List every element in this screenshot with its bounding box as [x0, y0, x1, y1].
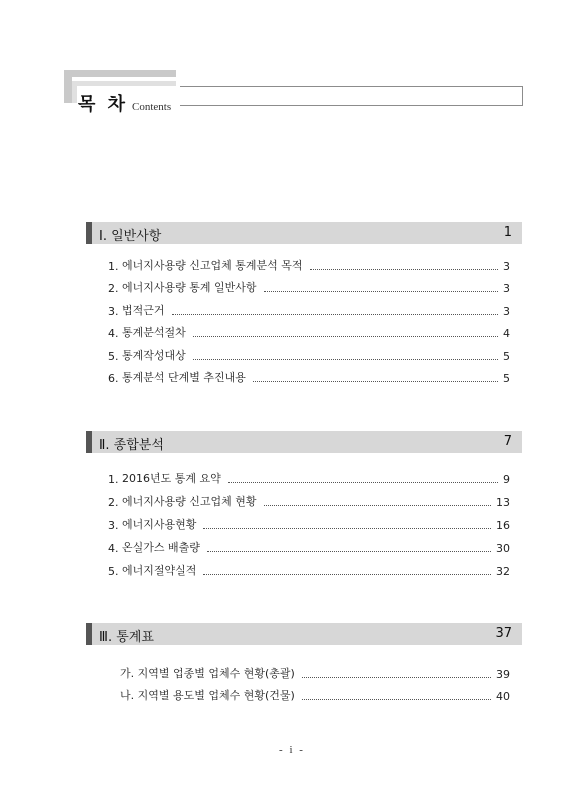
- toc-entry[interactable]: [120, 687, 510, 703]
- entry-title: 에너지사용량 신고업체 현황: [122, 495, 257, 508]
- entry-number: 6.: [108, 372, 119, 385]
- toc-entry[interactable]: [108, 279, 510, 295]
- toc-entry[interactable]: [120, 665, 510, 681]
- toc-section-1: [86, 222, 522, 385]
- section-marker: [86, 431, 92, 453]
- toc-entry[interactable]: [108, 539, 510, 555]
- toc-section-3: [86, 623, 522, 703]
- section-page-number: 7: [503, 434, 512, 449]
- entry-number: 4.: [108, 327, 119, 340]
- entry-number: 4.: [108, 542, 119, 555]
- entry-number: 5.: [108, 350, 119, 363]
- section-marker: [86, 623, 92, 645]
- entry-title: 에너지사용량 신고업체 통계분석 목적: [122, 259, 303, 272]
- entry-page-number: 4: [503, 327, 510, 340]
- title-rule: [180, 86, 523, 106]
- toc-entry[interactable]: [108, 369, 510, 385]
- section-page-number: 37: [495, 626, 512, 641]
- entry-number: 나.: [120, 689, 135, 702]
- entry-number: 2.: [108, 282, 119, 295]
- entry-number: 1.: [108, 473, 119, 486]
- section-header[interactable]: [86, 623, 522, 645]
- dot-leader: [253, 381, 498, 382]
- toc-entry[interactable]: [108, 470, 510, 486]
- entry-page-number: 5: [503, 350, 510, 363]
- entry-title: 에너지절약실적: [122, 564, 197, 577]
- title-decoration: [64, 70, 176, 77]
- dot-leader: [172, 314, 498, 315]
- entry-title: 통계분석 단계별 추진내용: [122, 371, 246, 384]
- dot-leader: [193, 359, 498, 360]
- toc-section-2: [86, 431, 522, 578]
- entry-number: 2.: [108, 496, 119, 509]
- entry-title: 2016년도 통계 요약: [122, 472, 221, 485]
- title-decoration: [72, 81, 176, 86]
- toc-entry[interactable]: [108, 347, 510, 363]
- section-page-number: 1: [503, 225, 512, 240]
- toc-entry[interactable]: [108, 324, 510, 340]
- entry-title: 에너지사용현황: [122, 518, 197, 531]
- toc-entry[interactable]: [108, 516, 510, 532]
- entry-number: 가.: [120, 667, 135, 680]
- title-decoration: [72, 86, 77, 103]
- section-title: Ⅲ. 통계표: [99, 630, 154, 645]
- page-title: 목 차: [78, 94, 129, 115]
- entry-page-number: 9: [503, 473, 510, 486]
- entry-title: 지역별 업종별 업체수 현황(총괄): [137, 667, 295, 680]
- entry-page-number: 5: [503, 372, 510, 385]
- entry-page-number: 16: [496, 519, 510, 532]
- dot-leader: [207, 551, 491, 552]
- page-subtitle: Contents: [132, 101, 172, 113]
- dot-leader: [203, 528, 491, 529]
- toc-entry[interactable]: [108, 493, 510, 509]
- entry-page-number: 3: [503, 305, 510, 318]
- entry-title: 통계작성대상: [122, 349, 186, 362]
- entry-page-number: 13: [496, 496, 510, 509]
- dot-leader: [203, 574, 491, 575]
- section-marker: [86, 222, 92, 244]
- dot-leader: [264, 291, 498, 292]
- entry-page-number: 40: [496, 690, 510, 703]
- entry-page-number: 39: [496, 668, 510, 681]
- entry-page-number: 32: [496, 565, 510, 578]
- entry-title: 통계분석절차: [122, 326, 186, 339]
- title-decoration: [64, 77, 72, 103]
- entry-page-number: 30: [496, 542, 510, 555]
- entry-title: 지역별 용도별 업체수 현황(건물): [137, 689, 295, 702]
- dot-leader: [302, 699, 491, 700]
- dot-leader: [264, 505, 491, 506]
- entry-number: 1.: [108, 260, 119, 273]
- dot-leader: [228, 482, 498, 483]
- toc-entry[interactable]: [108, 562, 510, 578]
- dot-leader: [302, 677, 491, 678]
- entry-page-number: 3: [503, 260, 510, 273]
- entry-number: 3.: [108, 519, 119, 532]
- entry-number: 3.: [108, 305, 119, 318]
- section-title: Ⅱ. 종합분석: [99, 438, 164, 453]
- entry-title: 온실가스 배출량: [122, 541, 200, 554]
- section-header[interactable]: [86, 431, 522, 453]
- page-footer-number: - i -: [279, 744, 305, 756]
- entry-number: 5.: [108, 565, 119, 578]
- toc-entry[interactable]: [108, 257, 510, 273]
- dot-leader: [310, 269, 498, 270]
- toc-title-block: [64, 70, 524, 120]
- toc-entry[interactable]: [108, 302, 510, 318]
- entry-title: 에너지사용량 통계 일반사항: [122, 281, 257, 294]
- entry-page-number: 3: [503, 282, 510, 295]
- section-title: Ⅰ. 일반사항: [99, 229, 162, 244]
- section-header[interactable]: [86, 222, 522, 244]
- entry-title: 법적근거: [122, 304, 165, 317]
- dot-leader: [193, 336, 498, 337]
